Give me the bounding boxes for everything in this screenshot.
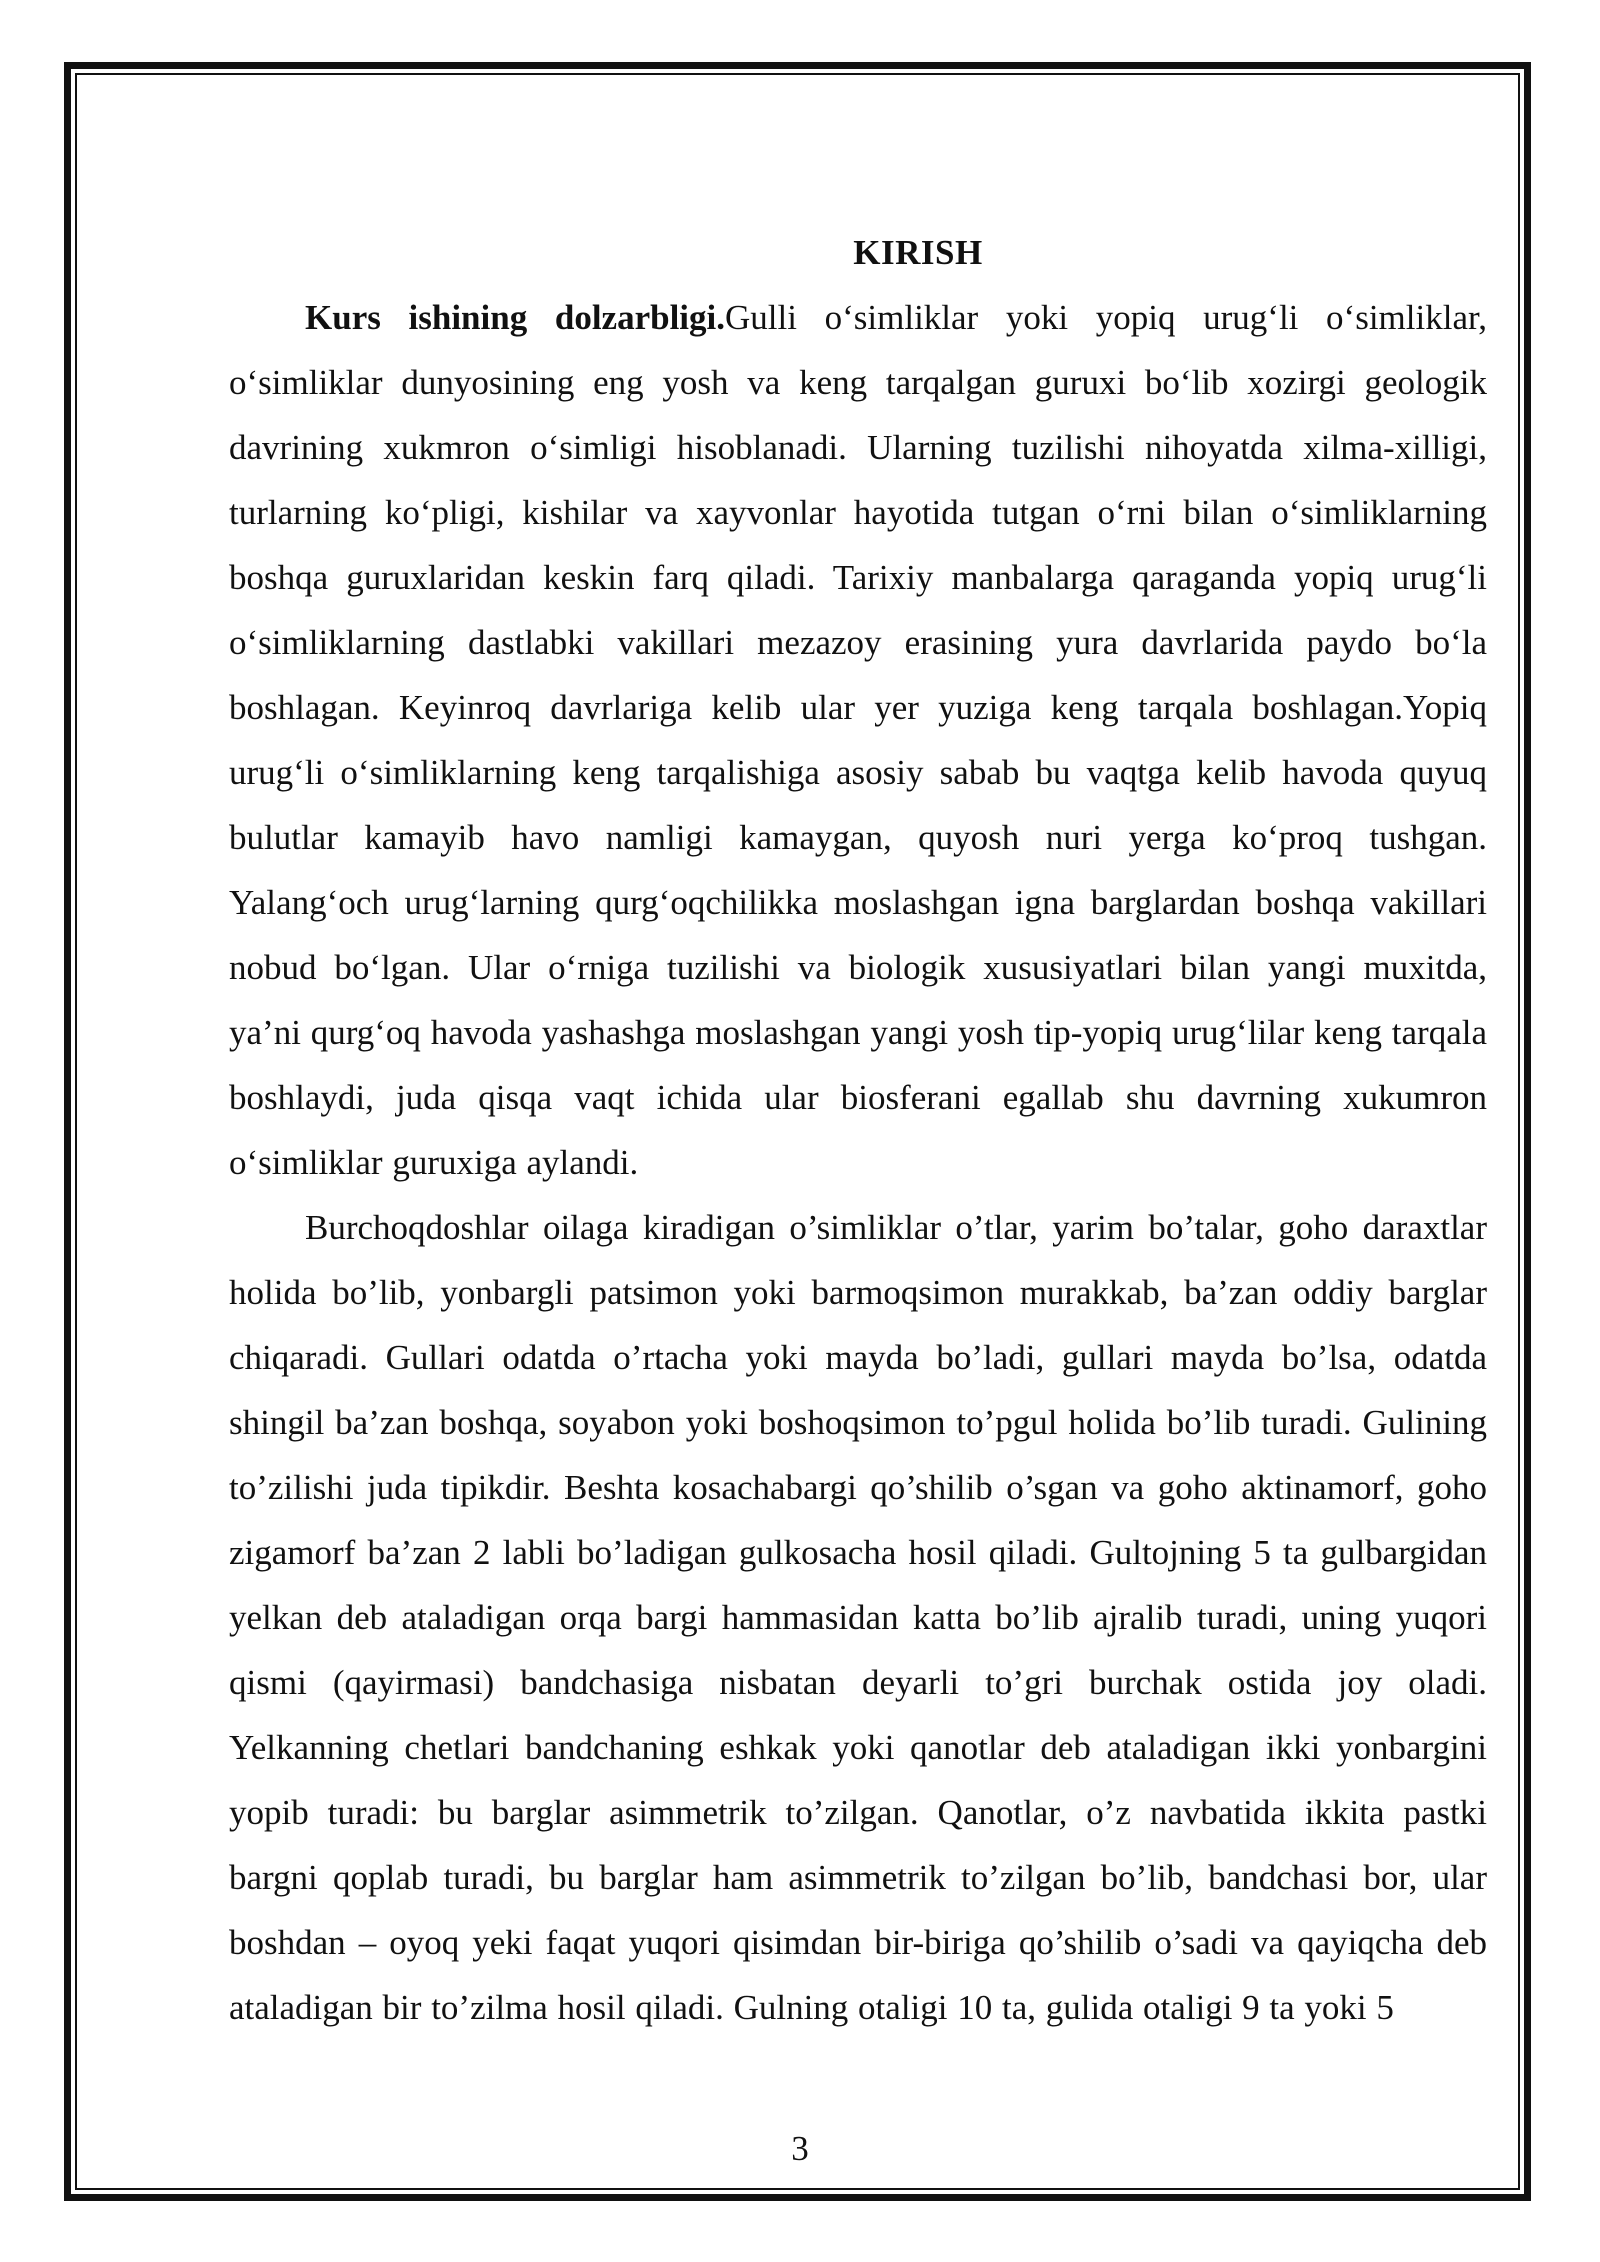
page-number: 3 — [791, 2129, 809, 2168]
paragraph-relevance — [229, 285, 1487, 1195]
paragraph-lead-heading: Kurs ishining dolzarbligi. — [305, 298, 726, 337]
page-content — [229, 220, 1487, 2040]
paragraph-body: Gulli o‘simliklar yoki yopiq urug‘li o‘simliklar, o‘simliklar dunyosining eng yosh va keng tarqalgan guruxi bo‘lib xozirgi geologik davrining xukmron o‘simligi hisoblanadi. Ularning tuzilishi nihoyatda xilma-xilligi, turlarning ko‘pligi, kishilar va xayvonlar hayotida tutgan o‘rni bilan o‘simliklarning boshqa guruxlaridan keskin farq qiladi. Tarixiy manbalarga qaraganda yopiq urug‘li o‘simliklarning dastlabki vakillari mezazoy erasining yura davrlarida paydo bo‘la boshlagan. Keyinroq davrlariga kelib ular yer yuziga keng tarqala boshlagan.Yopiq urug‘li o‘simliklarning keng tarqalishiga asosiy sabab bu vaqtga kelib havoda quyuq bulutlar kamayib havo namligi kamaygan, quyosh nuri yerga ko‘proq tushgan. Yalang‘och urug‘larning qurg‘oqchilikka moslashgan igna barglardan boshqa vakillari nobud bo‘lgan. Ular o‘rniga tuzilishi va biologik xususiyatlari bilan yangi muxitda, ya’ni qurg‘oq havoda yashashga moslashgan yangi yosh tip-yopiq urug‘lilar keng tarqala boshlaydi, juda qisqa vaqt ichida ular biosferani egallab shu davrning xukumron o‘simliklar guruxiga aylandi. — [229, 298, 1487, 1182]
paragraph-body: Burchoqdoshlar oilaga kiradigan o’simliklar o’tlar, yarim bo’talar, goho daraxtlar holida bo’lib, yonbargli patsimon yoki barmoqsimon murakkab, ba’zan oddiy barglar chiqaradi. Gullari odatda o’rtacha yoki mayda bo’ladi, gullari mayda bo’lsa, odatda shingil ba’zan boshqa, soyabon yoki boshoqsimon to’pgul holida bo’lib turadi. Gulining to’zilishi juda tipikdir. Beshta kosachabargi qo’shilib o’sgan va goho aktinamorf, goho zigamorf ba’zan 2 labli bo’ladigan gulkosacha hosil qiladi. Gultojning 5 ta gulbargidan yelkan deb ataladigan orqa bargi hammasidan katta bo’lib ajralib turadi, uning yuqori qismi (qayirmasi) bandchasiga nisbatan deyarli to’gri burchak ostida joy oladi. Yelkanning chetlari bandchaning eshkak yoki qanotlar deb ataladigan ikki yonbargini yopib turadi: bu barglar asimmetrik to’zilgan. Qanotlar, o’z navbatida ikkita pastki bargni qoplab turadi, bu barglar ham asimmetrik to’zilgan bo’lib, bandchasi bor, ular boshdan – oyoq yeki faqat yuqori qisimdan bir-biriga qo’shilib o’sadi va qayiqcha deb ataladigan bir to’zilma hosil qiladi. Gulning otaligi 10 ta, gulida otaligi 9 ta yoki 5 — [229, 1208, 1487, 2027]
paragraph-legumes — [229, 1195, 1487, 2040]
page-title: KIRISH — [853, 233, 983, 272]
